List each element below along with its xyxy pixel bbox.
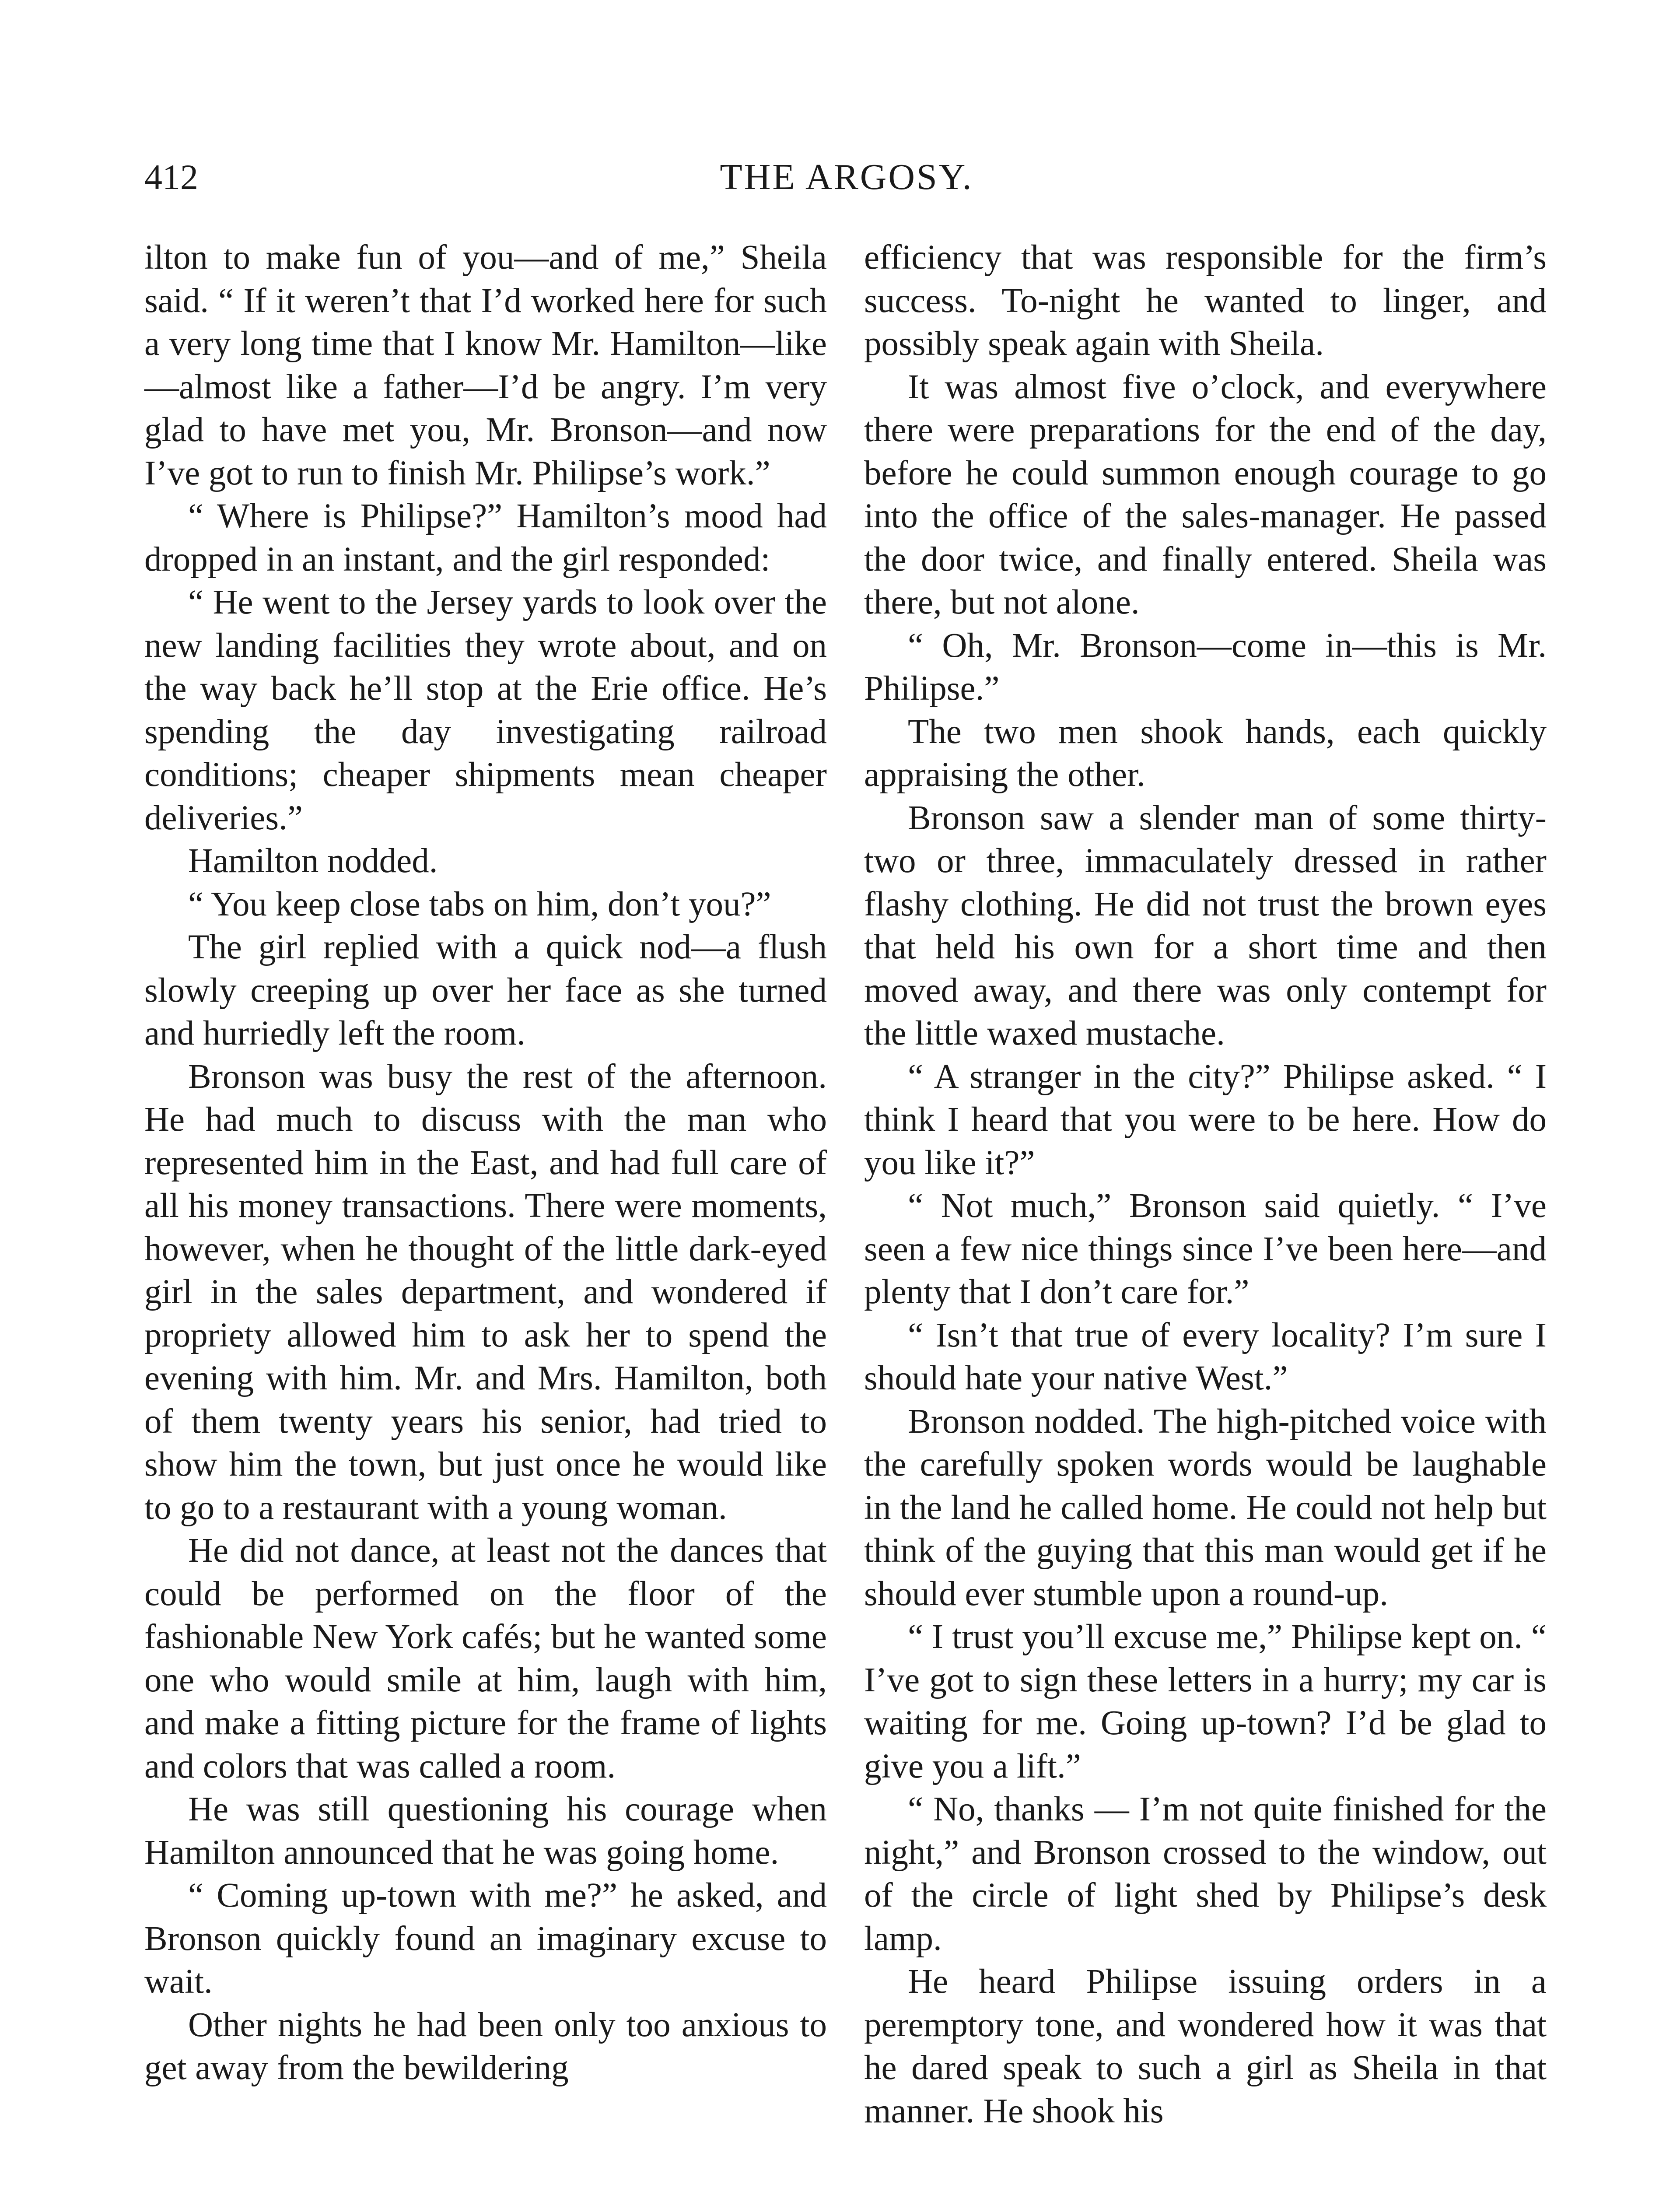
paragraph: He was still questioning his courage when Hamilton announced that he was going home. — [144, 1790, 827, 1872]
paragraph: “ He went to the Jersey yards to look over the new landing facilities they wrote about, and on the way back he’ll stop at the Erie office. He’s spending the day investigating railroad conditions; cheaper shipments mean cheaper deliveries.” — [144, 583, 827, 837]
paragraph: “ No, thanks — I’m not quite finished for the night,” and Bronson crossed to the window, out of the circle of light shed by Philipse’s desk lamp. — [864, 1790, 1547, 1958]
paragraph: ilton to make fun of you—and of me,” Sheila said. “ If it weren’t that I’d worked here for such a very long time that I know Mr. Hamilton—like—almost like a father—I’d be angry. I’m very glad to have met you, Mr. Bronson—and now I’ve got to run to finish Mr. Philipse’s work.” — [144, 238, 827, 492]
paragraph: He did not dance, at least not the dances that could be performed on the floor of the fashionable New York cafés; but he wanted some one who would smile at him, laugh with him, and make a fitting picture for the frame of lights and colors that was called a room. — [144, 1532, 827, 1785]
paragraph: Bronson was busy the rest of the afternoon. He had much to discuss with the man who represented him in the East, and had full care of all his money transactions. There were moments, however, when he thought of the little dark-eyed girl in the sales department, and wondered if propriety allowed him to ask her to spend the evening with him. Mr. and Mrs. Hamilton, both of them twenty years his senior, had tried to show him the town, but just once he would like to go to a restaurant with a young woman. — [144, 1057, 827, 1527]
paragraph: “ I trust you’ll excuse me,” Philipse kept on. “ I’ve got to sign these letters in a hurry; my car is waiting for me. Going up-town? I’d be glad to give you a lift.” — [864, 1618, 1547, 1785]
paragraph: “ Where is Philipse?” Hamilton’s mood had dropped in an instant, and the girl responded: — [144, 497, 827, 579]
paragraph: “ A stranger in the city?” Philipse asked. “ I think I heard that you were to be here. How do you like it?” — [864, 1057, 1547, 1182]
paragraph: “ Coming up-town with me?” he asked, and Bronson quickly found an imaginary excuse to wait. — [144, 1876, 827, 2001]
paragraph: It was almost five o’clock, and everywhere there were preparations for the end of the day, before he could summon enough courage to go into the office of the sales-manager. He passed the door twice, and finally entered. Sheila was there, but not alone. — [864, 368, 1547, 621]
left-column — [144, 236, 827, 2090]
right-column — [864, 236, 1547, 2133]
paragraph: The two men shook hands, each quickly appraising the other. — [864, 712, 1547, 794]
paragraph: Other nights he had been only too anxious to get away from the bewildering — [144, 2006, 827, 2087]
paragraph: “ Oh, Mr. Bronson—come in—this is Mr. Philipse.” — [864, 626, 1547, 708]
paragraph: “ Isn’t that true of every locality? I’m sure I should hate your native West.” — [864, 1316, 1547, 1397]
paragraph: Bronson nodded. The high-pitched voice with the carefully spoken words would be laughable in the land he called home. He could not help but think of the guying that this man would get if he should ever stumble upon a round-up. — [864, 1402, 1547, 1613]
paragraph: “ You keep close tabs on him, don’t you?” — [188, 885, 771, 923]
paragraph: The girl replied with a quick nod—a flush slowly creeping up over her face as she turned and hurriedly left the room. — [144, 928, 827, 1052]
paragraph: Bronson saw a slender man of some thirty-two or three, immaculately dressed in rather flashy clothing. He did not trust the brown eyes that held his own for a short time and then moved away, and there was only contempt for the little waxed mustache. — [864, 799, 1547, 1052]
page-header — [144, 155, 1549, 203]
paragraph: “ Not much,” Bronson said quietly. “ I’ve seen a few nice things since I’ve been here—and plenty that I don’t care for.” — [864, 1187, 1547, 1311]
page-number: 412 — [144, 157, 198, 197]
paragraph: He heard Philipse issuing orders in a peremptory tone, and wondered how it was that he dared speak to such a girl as Sheila in that manner. He shook his — [864, 1963, 1547, 2130]
paragraph: Hamilton nodded. — [188, 842, 438, 880]
paragraph: efficiency that was responsible for the firm’s success. To-night he wanted to linger, and possibly speak again with Sheila. — [864, 238, 1547, 363]
running-title: THE ARGOSY. — [720, 157, 973, 197]
